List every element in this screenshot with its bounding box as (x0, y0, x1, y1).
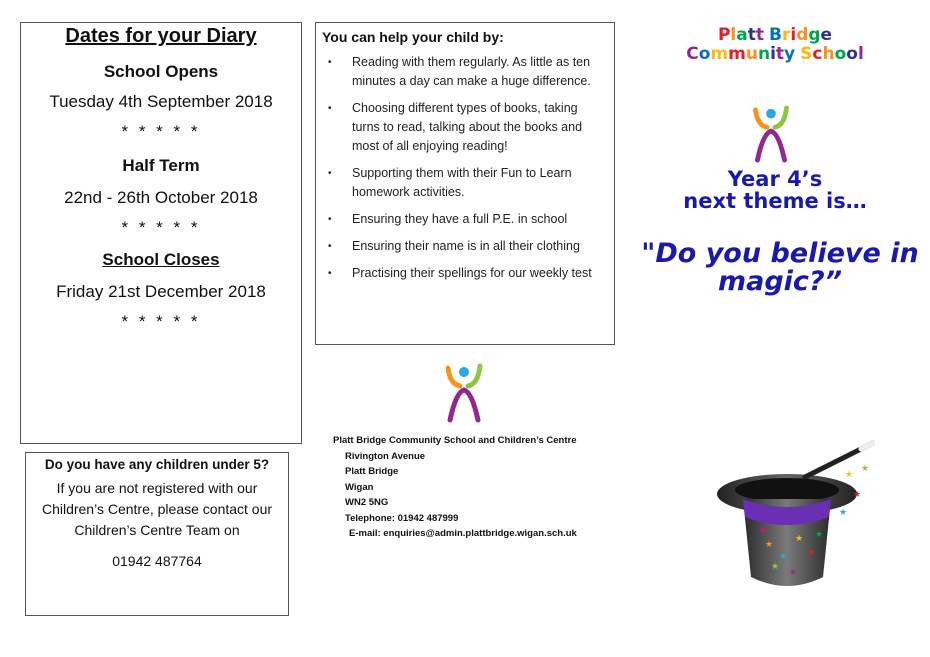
school-address (333, 433, 577, 542)
address-line: Rivington Avenue (345, 450, 426, 462)
help-item-text: Supporting them with their Fun to Learn homework activities. (352, 166, 572, 199)
diary-box (20, 22, 302, 444)
under5-phone: 01942 487764 (112, 553, 202, 569)
school-name-letter: o (846, 44, 858, 64)
school-name-letter: B (769, 25, 782, 45)
theme-intro (640, 168, 910, 212)
school-name-letter: c (812, 44, 823, 64)
theme-quote: "Do you believe in magic?” (641, 238, 919, 297)
address-line: Wigan (345, 481, 374, 493)
list-item (322, 164, 608, 202)
diary-heading-closes: School Closes (102, 250, 220, 269)
help-item-text: Practising their spellings for our weekly test (352, 266, 592, 280)
school-name-letter: i (790, 25, 797, 45)
school-name-letter: i (770, 44, 776, 64)
school-name-letter: u (745, 44, 758, 64)
help-item-text: Choosing different types of books, taking turns to read, talking about the books and most of all enjoying reading! (352, 101, 583, 153)
help-title: You can help your child by: (322, 29, 504, 45)
school-name-letter: P (717, 25, 731, 45)
school-name-letter: e (820, 25, 833, 45)
school-name-letter: C (686, 44, 699, 64)
school-logo-icon (747, 104, 795, 164)
bullet-icon: • (328, 103, 332, 114)
diary-stars-1: * * * * * (121, 122, 201, 141)
school-name-letter: m (728, 44, 746, 64)
svg-text:★: ★ (807, 548, 816, 558)
diary-heading-halfterm: Half Term (122, 156, 200, 175)
svg-text:★: ★ (765, 540, 774, 550)
school-name-letter: l (857, 44, 864, 64)
school-name-letter: y (784, 44, 796, 64)
help-item-text: Reading with them regularly. As little as ten minutes a day can make a huge difference. (352, 55, 591, 88)
school-name-letter: S (800, 44, 813, 64)
school-name-letter: m (710, 44, 729, 64)
bullet-icon: • (328, 268, 332, 279)
school-name-letter: l (730, 25, 737, 45)
school-logo-icon (444, 362, 484, 424)
svg-text:★: ★ (789, 568, 798, 578)
svg-text:★: ★ (839, 508, 848, 518)
diary-date-opens: Tuesday 4th September 2018 (49, 92, 273, 111)
diary-stars-2: * * * * * (121, 218, 201, 237)
svg-text:★: ★ (815, 530, 824, 540)
school-name-letter: o (698, 44, 711, 64)
school-name-letter: t (755, 25, 764, 45)
magic-hat-icon (715, 437, 875, 597)
help-item-text: Ensuring their name is in all their clothing (352, 239, 580, 253)
school-name-letter: h (822, 44, 835, 64)
svg-text:★: ★ (771, 562, 780, 572)
svg-text:★: ★ (759, 526, 768, 536)
diary-date-closes: Friday 21st December 2018 (56, 282, 266, 301)
address-line: Platt Bridge (345, 466, 399, 477)
svg-text:★: ★ (861, 464, 870, 474)
school-name (660, 26, 890, 64)
list-item (322, 237, 608, 256)
help-box (315, 22, 615, 345)
diary-stars-3: * * * * * (121, 312, 201, 331)
svg-text:★: ★ (853, 490, 862, 500)
school-name-letter: o (834, 44, 847, 64)
school-name-letter: a (736, 25, 748, 45)
svg-text:★: ★ (779, 552, 788, 562)
school-name-letter: d (796, 25, 809, 45)
bullet-icon: • (328, 241, 332, 252)
list-item (322, 99, 608, 156)
diary-heading-opens: School Opens (103, 62, 219, 81)
bullet-icon: • (328, 214, 332, 225)
theme-intro-line1: Year 4’s (727, 167, 823, 191)
school-name-letter: g (808, 25, 821, 45)
address-name: Platt Bridge Community School and Children’s Centre (333, 435, 577, 446)
bullet-icon: • (328, 57, 332, 68)
help-list (322, 53, 608, 283)
under5-title: Do you have any children under 5? (44, 457, 270, 472)
svg-text:★: ★ (845, 470, 854, 480)
school-name-letter: n (757, 44, 771, 64)
list-item (322, 53, 608, 91)
school-name-line1 (660, 26, 890, 45)
theme-intro-line2: next theme is… (683, 189, 867, 213)
list-item (322, 264, 608, 283)
address-telephone: Telephone: 01942 487999 (345, 512, 459, 524)
school-name-line2 (660, 45, 890, 64)
school-name-letter: t (747, 25, 756, 45)
address-line: WN2 5NG (345, 497, 389, 508)
school-name-letter: t (775, 44, 785, 64)
address-email: E-mail: enquiries@admin.plattbridge.wigan.sch.uk (349, 528, 577, 539)
svg-text:★: ★ (795, 534, 804, 544)
list-item (322, 210, 608, 229)
under5-body: If you are not registered with our Children’s Centre, please contact our Children’s Centre Team on (41, 480, 273, 538)
help-item-text: Ensuring they have a full P.E. in school (352, 212, 568, 226)
diary-date-halfterm: 22nd - 26th October 2018 (64, 188, 258, 207)
school-name-letter: r (781, 25, 791, 45)
under5-box (25, 452, 289, 616)
diary-title: Dates for your Diary (65, 25, 257, 47)
bullet-icon: • (328, 168, 332, 179)
